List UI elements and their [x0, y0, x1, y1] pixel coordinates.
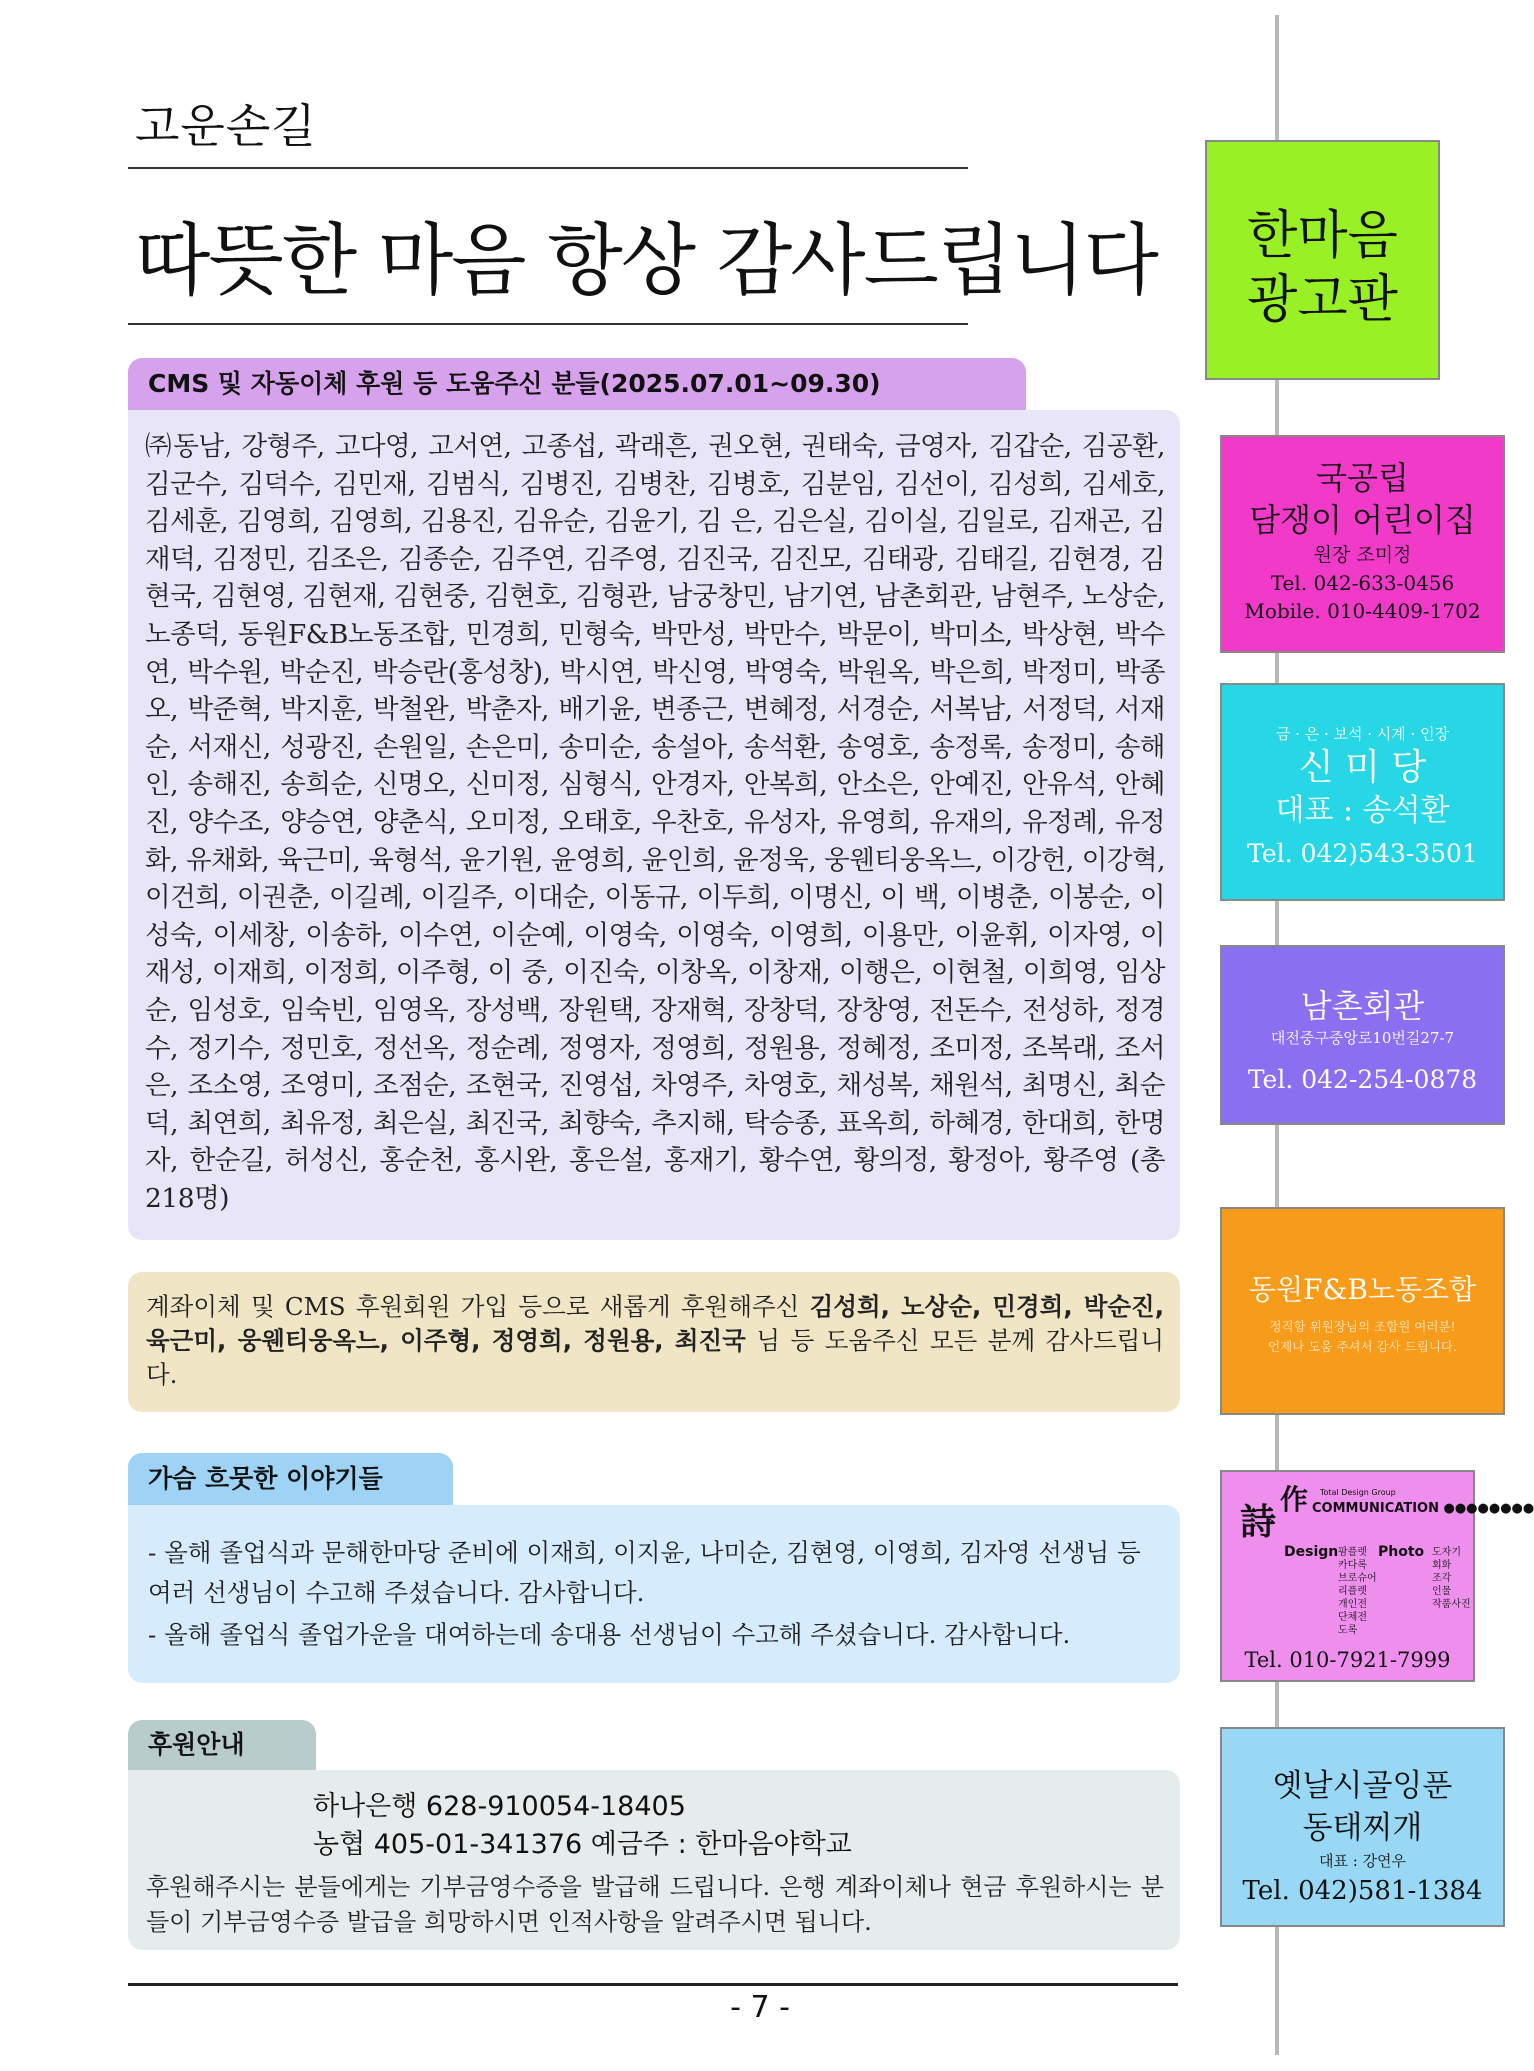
page-number: - 7 - — [730, 1990, 790, 2025]
ad-design-group: Total Design Group — [1320, 1488, 1396, 1497]
ad-daycare-director: 원장 조미정 — [1313, 544, 1412, 566]
bank-account-nonghyup: 농협 405-01-341376 예금주 : 한마음야학교 — [313, 1829, 852, 1860]
ad-design-logo-main: 詩 — [1240, 1501, 1277, 1543]
story-item: - 올해 졸업식과 문해한마당 준비에 이재희, 이지윤, 나미순, 김현영, 이영희, 김자영 선생님 등 여러 선생님이 수고해 주셨습니다. 감사합니다. — [148, 1538, 1141, 1607]
ad-dongtae-name1: 옛날시골잉푼 — [1272, 1768, 1453, 1804]
new-members-box — [128, 1272, 1180, 1412]
ad-dongtae-tel: Tel. 042)581-1384 — [1242, 1876, 1483, 1906]
ad-namchon-address: 대전중구중앙로10번길27-7 — [1270, 1029, 1455, 1047]
ad-design-studio — [1220, 1470, 1534, 1682]
ad-daycare-tel: Tel. 042-633-0456 — [1270, 571, 1455, 595]
ad-daycare-name1: 국공립 — [1316, 459, 1409, 497]
ad-design-tel: Tel. 010-7921-7999 — [1244, 1648, 1451, 1672]
new-members-suffix: 님 등 도움주신 모든 분께 감사드립니다. — [146, 1326, 1164, 1389]
ad-board-title-line2: 광고판 — [1247, 270, 1398, 330]
ad-photo-items: 도자기 회화 조각 인물 작품사진 — [1432, 1547, 1471, 1610]
title-rule-bottom — [128, 323, 968, 325]
ad-jewelry — [1220, 683, 1505, 901]
ad-design-label: Design — [1284, 1544, 1339, 1560]
title-rule-top — [128, 167, 968, 169]
ad-photo-label: Photo — [1378, 1544, 1425, 1560]
stories-box — [128, 1505, 1180, 1683]
ad-design-logo-sub: 作 — [1280, 1483, 1309, 1516]
donors-section-title: CMS 및 자동이체 후원 등 도움주신 분들(2025.07.01~09.30) — [128, 358, 1026, 410]
ad-design-dots: ●●●●●●●● — [1438, 1501, 1534, 1516]
ad-board-title-line1: 한마음 — [1247, 206, 1398, 266]
ad-union-name: 동원F&B노동조합 — [1248, 1273, 1477, 1306]
ad-dongtae-name2: 동태찌개 — [1302, 1810, 1423, 1846]
section-label: 고운손길 — [135, 99, 317, 153]
story-item: - 올해 졸업식 졸업가운을 대여하는데 송대용 선생님이 수고해 주셨습니다. 감사합니다. — [148, 1620, 1071, 1649]
ad-labor-union — [1220, 1207, 1505, 1415]
ad-namchon-name: 남촌회관 — [1300, 987, 1425, 1025]
ad-jewelry-tel: Tel. 042)543-3501 — [1247, 839, 1478, 868]
new-members-text — [146, 1290, 1164, 1392]
new-members-names: 김성희, 노상순, 민경희, 박순진, 육근미, 웅웬티웅옥느, 이주형, 정영희, 정원용, 최진국 — [146, 1292, 1164, 1355]
donor-names: ㈜동남, 강형주, 고다영, 고서연, 고종섭, 곽래흔, 권오현, 권태숙, 금영자, 김갑순, 김공환, 김군수, 김덕수, 김민재, 김범식, 김병진, 김병찬, 김병호, 김분임, 김선이, 김성희, 김세호, 김세훈, 김영희, 김영희, 김용진, 김유순, 김윤기, 김 은, 김은실, 김이실, 김일로, 김재곤, 김재덕, 김정민, 김조은, 김종순, 김주연, 김주영, 김진국, 김진모, 김태광, 김태길, 김현경, 김현국, 김현영, 김현재, 김현중, 김현호, 김형관, 남궁창민, 남기연, 남촌회관, 남현주, 노상순, 노종덕, 동원F&B노동조합, 민경희, 민형숙, 박만성, 박만수, 박문이, 박미소, 박상현, 박수연, 박수원, 박순진, 박승란(홍성창), 박시연, 박신영, 박영숙, 박원옥, 박은희, 박정미, 박종오, 박준혁, 박지훈, 박철완, 박춘자, 배기윤, 변종근, 변혜정, 서경순, 서복남, 서정덕, 서재순, 서재신, 성광진, 손원일, 손은미, 송미순, 송설아, 송석환, 송영호, 송정록, 송정미, 송해인, 송해진, 송희순, 신명오, 신미정, 심형식, 안경자, 안복희, 안소은, 안예진, 안유석, 안혜진, 양수조, 양승연, 양춘식, 오미정, 오태호, 우찬호, 유성자, 유영희, 유재의, 유정례, 유정화, 유채화, 육근미, 육형석, 윤기원, 윤영희, 윤인희, 윤정욱, 웅웬티웅옥느, 이강헌, 이강혁, 이건희, 이권춘, 이길례, 이길주, 이대순, 이동규, 이두희, 이명신, 이 백, 이병춘, 이봉순, 이성숙, 이세창, 이송하, 이수연, 이순예, 이영숙, 이영숙, 이영희, 이용만, 이윤휘, 이자영, 이재성, 이재희, 이정희, 이주형, 이 중, 이진숙, 이창옥, 이창재, 이행은, 이현철, 이희영, 임상순, 임성호, 임숙빈, 임영옥, 장성백, 장원택, 장재혁, 장창덕, 장창영, 전돈수, 전성하, 정경수, 정기수, 정민호, 정선옥, 정순례, 정영자, 정영희, 정원용, 정혜정, 조미정, 조복래, 조서은, 조소영, 조영미, 조점순, 조현국, 진영섭, 차영주, 차영호, 채성복, 채원석, 최명신, 최순덕, 최연희, 최유정, 최은실, 최진국, 최향숙, 추지해, 탁승종, 표옥희, 하혜경, 한대희, 한명자, 한순길, 허성신, 홍순천, 홍시완, 홍은설, 홍재기, 황수연, 황의정, 황정아, 황주영 (총 218명) — [145, 431, 1165, 1214]
ad-jewelry-tagline: 금 · 은 · 보석 · 시계 · 인장 — [1275, 725, 1450, 743]
support-section-title: 후원안내 — [128, 1720, 316, 1770]
ad-union-desc1: 정직함 위원장님의 조합원 여러분! — [1269, 1319, 1456, 1334]
stories-section-title: 가슴 흐뭇한 이야기들 — [128, 1453, 453, 1505]
ad-daycare-mobile: Mobile. 010-4409-1702 — [1244, 599, 1481, 623]
ad-restaurant-dongtae — [1220, 1727, 1505, 1927]
ad-union-desc2: 언제나 도움 주셔서 감사 드립니다. — [1268, 1339, 1457, 1354]
ad-daycare — [1220, 435, 1505, 653]
support-box — [128, 1770, 1180, 1950]
ad-design-company — [1312, 1501, 1534, 1516]
ad-design-items: 팜플렛 카다록 브로슈어 리플렛 개인전 단체전 도록 — [1338, 1547, 1377, 1636]
ad-jewelry-name: 신 미 당 — [1298, 747, 1427, 788]
footer-rule — [128, 1983, 1178, 1986]
ad-namchon-tel: Tel. 042-254-0878 — [1247, 1065, 1478, 1094]
ad-restaurant-namchon — [1220, 945, 1505, 1125]
support-note: 후원해주시는 분들에게는 기부금영수증을 발급해 드립니다. 은행 계좌이체나 현금 후원하시는 분들이 기부금영수증 발급을 희망하시면 인적사항을 알려주시면 됩니다. — [146, 1873, 1164, 1936]
ad-design-company-name: COMMUNICATION — [1312, 1501, 1439, 1516]
ad-board-header — [1205, 140, 1440, 380]
ad-daycare-name2: 담쟁이 어린이집 — [1249, 501, 1476, 539]
page-title: 따뜻한 마음 항상 감사드립니다 — [135, 216, 1157, 306]
ad-dongtae-rep: 대표 : 강연우 — [1318, 1852, 1407, 1870]
new-members-prefix: 계좌이체 및 CMS 후원회원 가입 등으로 새롭게 후원해주신 — [146, 1292, 810, 1321]
ad-jewelry-rep: 대표 : 송석환 — [1275, 793, 1450, 828]
bank-account-hana: 하나은행 628-910054-18405 — [313, 1791, 686, 1822]
